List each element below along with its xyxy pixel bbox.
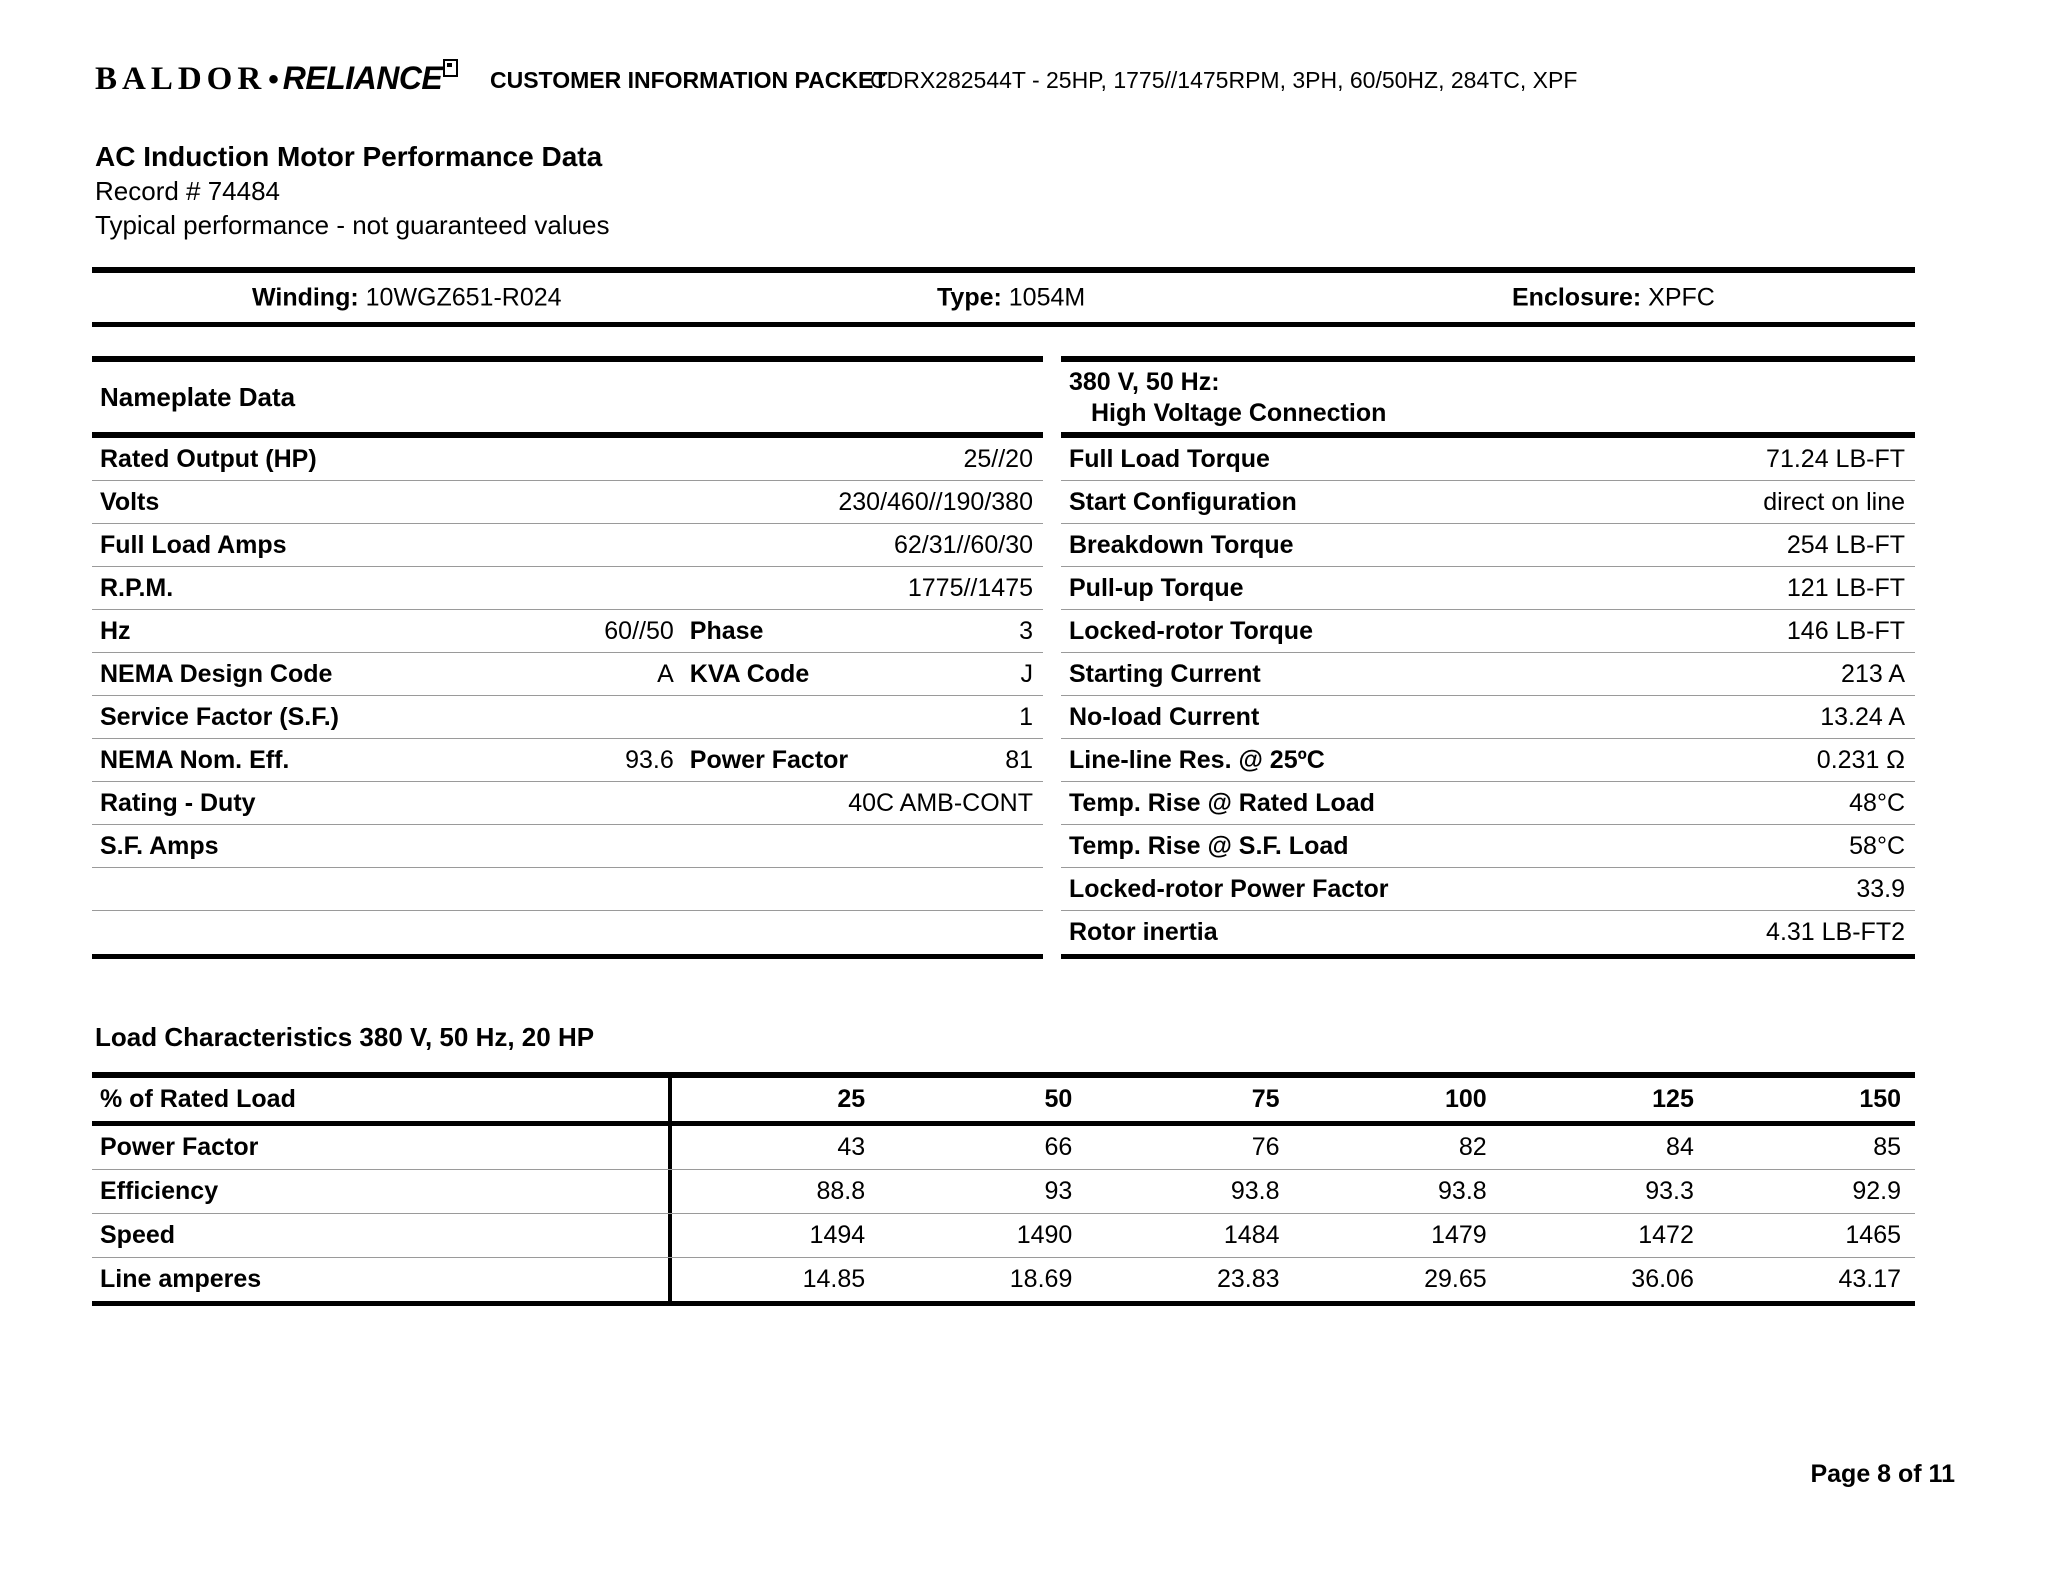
cell-value: 66 bbox=[1044, 1133, 1073, 1161]
cell-value: 93.3 bbox=[1645, 1177, 1694, 1205]
table-row bbox=[92, 868, 1043, 911]
row-label: Start Configuration bbox=[1069, 487, 1297, 516]
winding-item-value: 10WGZ651-R024 bbox=[358, 283, 562, 311]
table-row bbox=[1061, 438, 1915, 481]
product-info: CDRX282544T - 25HP, 1775//1475RPM, 3PH, 60/50HZ, 284TC, XPF bbox=[870, 67, 1578, 93]
cell-value: 36.06 bbox=[1631, 1265, 1694, 1293]
row-value: 4.31 LB-FT2 bbox=[1766, 918, 1905, 946]
cell-value: 93.8 bbox=[1438, 1177, 1487, 1205]
row-value: 60//50 bbox=[604, 616, 674, 645]
row-value: 0.231 Ω bbox=[1816, 745, 1905, 774]
row-pair bbox=[100, 703, 1033, 732]
row-value: 3 bbox=[1019, 616, 1033, 645]
row-value: 81 bbox=[1005, 745, 1033, 774]
cell-value: 43.17 bbox=[1838, 1265, 1902, 1293]
table-row bbox=[92, 653, 1043, 696]
row-label: Temp. Rise @ Rated Load bbox=[1069, 788, 1375, 817]
row-value: 62/31//60/30 bbox=[893, 530, 1033, 559]
row-label: Phase bbox=[689, 616, 764, 645]
table-row bbox=[1061, 481, 1915, 524]
row-value: 13.24 A bbox=[1820, 702, 1905, 731]
row-label: NEMA Design Code bbox=[100, 659, 333, 688]
cell-value: 29.65 bbox=[1424, 1265, 1487, 1293]
row-value: 25//20 bbox=[963, 444, 1033, 473]
row-label: Pull-up Torque bbox=[1069, 573, 1244, 602]
row-label: Line-line Res. @ 25ºC bbox=[1069, 745, 1325, 774]
cell-value: 76 bbox=[1251, 1133, 1280, 1161]
row-pair bbox=[674, 617, 1033, 646]
winding-item bbox=[937, 283, 1085, 312]
cell-value: 18.69 bbox=[1009, 1265, 1073, 1293]
row-value: 40C AMB-CONT bbox=[848, 788, 1033, 817]
row-value: 33.9 bbox=[1856, 874, 1905, 903]
row-label: Power Factor bbox=[92, 1126, 672, 1169]
row-label: Starting Current bbox=[1069, 659, 1261, 688]
row-pair bbox=[674, 660, 1033, 689]
table-row bbox=[92, 911, 1043, 954]
table-row bbox=[92, 1126, 1915, 1170]
column-header: 75 bbox=[1251, 1085, 1280, 1113]
row-pair bbox=[100, 617, 674, 646]
table-row bbox=[92, 1214, 1915, 1258]
row-label: Hz bbox=[100, 616, 131, 645]
winding-item-label: Enclosure: bbox=[1512, 283, 1642, 311]
table-row bbox=[1061, 696, 1915, 739]
table-row bbox=[92, 782, 1043, 825]
cell-value: 93 bbox=[1044, 1177, 1073, 1205]
row-label: Speed bbox=[92, 1214, 672, 1257]
row-value: 230/460//190/380 bbox=[838, 487, 1033, 516]
row-label: Temp. Rise @ S.F. Load bbox=[1069, 831, 1349, 860]
row-value: 58°C bbox=[1849, 831, 1905, 860]
row-label: Efficiency bbox=[92, 1170, 672, 1213]
record-number: Record # 74484 bbox=[95, 176, 281, 206]
row-value: 93.6 bbox=[625, 745, 674, 774]
row-label: R.P.M. bbox=[100, 573, 174, 602]
row-label: Full Load Amps bbox=[100, 530, 287, 559]
registered-mark-icon bbox=[443, 59, 458, 77]
load-table-header-row bbox=[92, 1078, 1915, 1126]
row-value: 48°C bbox=[1849, 788, 1905, 817]
cell-value: 93.8 bbox=[1230, 1177, 1280, 1205]
row-label: S.F. Amps bbox=[100, 831, 219, 860]
cell-value: 92.9 bbox=[1852, 1177, 1902, 1205]
page-header bbox=[95, 60, 1945, 100]
row-value: 1 bbox=[1019, 702, 1033, 731]
row-label: No-load Current bbox=[1069, 702, 1260, 731]
table-row bbox=[92, 567, 1043, 610]
packet-title: CUSTOMER INFORMATION PACKET bbox=[490, 67, 888, 93]
table-row bbox=[92, 524, 1043, 567]
winding-item bbox=[1512, 283, 1715, 312]
nameplate-rows bbox=[92, 438, 1043, 954]
page-number: Page 8 of 11 bbox=[1810, 1460, 1955, 1488]
nameplate-header: Nameplate Data bbox=[92, 362, 1043, 438]
document-title: AC Induction Motor Performance Data bbox=[95, 141, 603, 172]
winding-item-value: 1054M bbox=[1001, 283, 1086, 311]
table-row bbox=[92, 438, 1043, 481]
winding-item-label: Winding: bbox=[252, 283, 359, 311]
row-pair bbox=[100, 832, 1033, 861]
winding-item-label: Type: bbox=[937, 283, 1002, 311]
row-value: 1775//1475 bbox=[907, 573, 1033, 602]
table-row bbox=[1061, 524, 1915, 567]
cell-value: 85 bbox=[1873, 1133, 1902, 1161]
row-label: Full Load Torque bbox=[1069, 444, 1270, 473]
table-row bbox=[1061, 782, 1915, 825]
table-row bbox=[92, 1258, 1915, 1301]
row-label: Rotor inertia bbox=[1069, 918, 1218, 946]
row-pair bbox=[674, 746, 1033, 775]
table-row bbox=[92, 1170, 1915, 1214]
row-label: Service Factor (S.F.) bbox=[100, 702, 339, 731]
performance-note: Typical performance - not guaranteed values bbox=[95, 210, 610, 240]
column-header: 25 bbox=[837, 1085, 866, 1113]
performance-rows bbox=[1061, 438, 1915, 954]
row-label: Locked-rotor Torque bbox=[1069, 616, 1313, 645]
cell-value: 1472 bbox=[1638, 1221, 1694, 1249]
column-header: 150 bbox=[1859, 1085, 1902, 1113]
performance-header-line1: 380 V, 50 Hz: bbox=[1069, 368, 1220, 396]
column-header: 100 bbox=[1444, 1085, 1487, 1113]
cell-value: 1479 bbox=[1431, 1221, 1487, 1249]
table-row bbox=[1061, 911, 1915, 954]
baldor-reliance-logo bbox=[95, 60, 458, 98]
table-row bbox=[92, 481, 1043, 524]
row-pair bbox=[100, 488, 1033, 517]
column-header: 50 bbox=[1044, 1085, 1073, 1113]
load-table-corner-label: % of Rated Load bbox=[92, 1078, 672, 1121]
load-table-rows bbox=[92, 1126, 1915, 1301]
row-label: Line amperes bbox=[92, 1258, 672, 1301]
table-row bbox=[1061, 868, 1915, 911]
table-row bbox=[1061, 653, 1915, 696]
winding-bar bbox=[92, 267, 1915, 327]
logo-dot-icon: • bbox=[268, 63, 279, 96]
row-pair bbox=[100, 531, 1033, 560]
table-row bbox=[92, 739, 1043, 782]
row-pair bbox=[100, 746, 674, 775]
row-value: 146 LB-FT bbox=[1786, 616, 1905, 645]
performance-header-line2: High Voltage Connection bbox=[1091, 399, 1387, 427]
row-label: Breakdown Torque bbox=[1069, 530, 1294, 559]
logo-reliance-text: RELIANCE bbox=[282, 60, 443, 96]
row-pair bbox=[100, 445, 1033, 474]
row-value: direct on line bbox=[1763, 487, 1905, 516]
table-row bbox=[92, 610, 1043, 653]
nameplate-table bbox=[92, 356, 1043, 959]
cell-value: 1494 bbox=[809, 1221, 866, 1249]
title-block bbox=[95, 140, 610, 242]
cell-value: 82 bbox=[1458, 1133, 1487, 1161]
row-value: 254 LB-FT bbox=[1786, 530, 1905, 559]
row-value: 213 A bbox=[1841, 659, 1905, 688]
cell-value: 23.83 bbox=[1216, 1265, 1280, 1293]
winding-item bbox=[252, 283, 562, 312]
row-value: 71.24 LB-FT bbox=[1766, 444, 1905, 473]
row-value: 121 LB-FT bbox=[1786, 573, 1905, 602]
cell-value: 84 bbox=[1666, 1133, 1694, 1161]
row-label: Rating - Duty bbox=[100, 788, 256, 817]
cell-value: 1484 bbox=[1223, 1221, 1280, 1249]
table-row bbox=[1061, 567, 1915, 610]
row-label: Power Factor bbox=[689, 745, 849, 774]
row-pair bbox=[100, 660, 674, 689]
row-label: NEMA Nom. Eff. bbox=[100, 745, 290, 774]
table-row bbox=[1061, 739, 1915, 782]
cell-value: 1465 bbox=[1845, 1221, 1902, 1249]
row-value: J bbox=[1020, 659, 1033, 688]
performance-header bbox=[1061, 362, 1915, 438]
row-label: KVA Code bbox=[689, 659, 810, 688]
cell-value: 43 bbox=[837, 1133, 866, 1161]
cell-value: 14.85 bbox=[802, 1265, 866, 1293]
table-row bbox=[92, 696, 1043, 739]
row-label: Locked-rotor Power Factor bbox=[1069, 874, 1389, 903]
load-characteristics-table bbox=[92, 1072, 1915, 1306]
cell-value: 88.8 bbox=[816, 1177, 866, 1205]
logo-baldor-text: BALDOR bbox=[95, 61, 267, 97]
row-label: Rated Output (HP) bbox=[100, 444, 317, 473]
row-value: A bbox=[657, 659, 674, 688]
table-row bbox=[1061, 825, 1915, 868]
performance-table bbox=[1061, 356, 1915, 959]
row-pair bbox=[100, 789, 1033, 818]
table-row bbox=[92, 825, 1043, 868]
cell-value: 1490 bbox=[1016, 1221, 1073, 1249]
table-row bbox=[1061, 610, 1915, 653]
row-label: Volts bbox=[100, 487, 160, 516]
winding-item-value: XPFC bbox=[1641, 283, 1715, 311]
row-pair bbox=[100, 574, 1033, 603]
column-header: 125 bbox=[1652, 1085, 1694, 1113]
load-characteristics-title: Load Characteristics 380 V, 50 Hz, 20 HP bbox=[95, 1022, 595, 1052]
